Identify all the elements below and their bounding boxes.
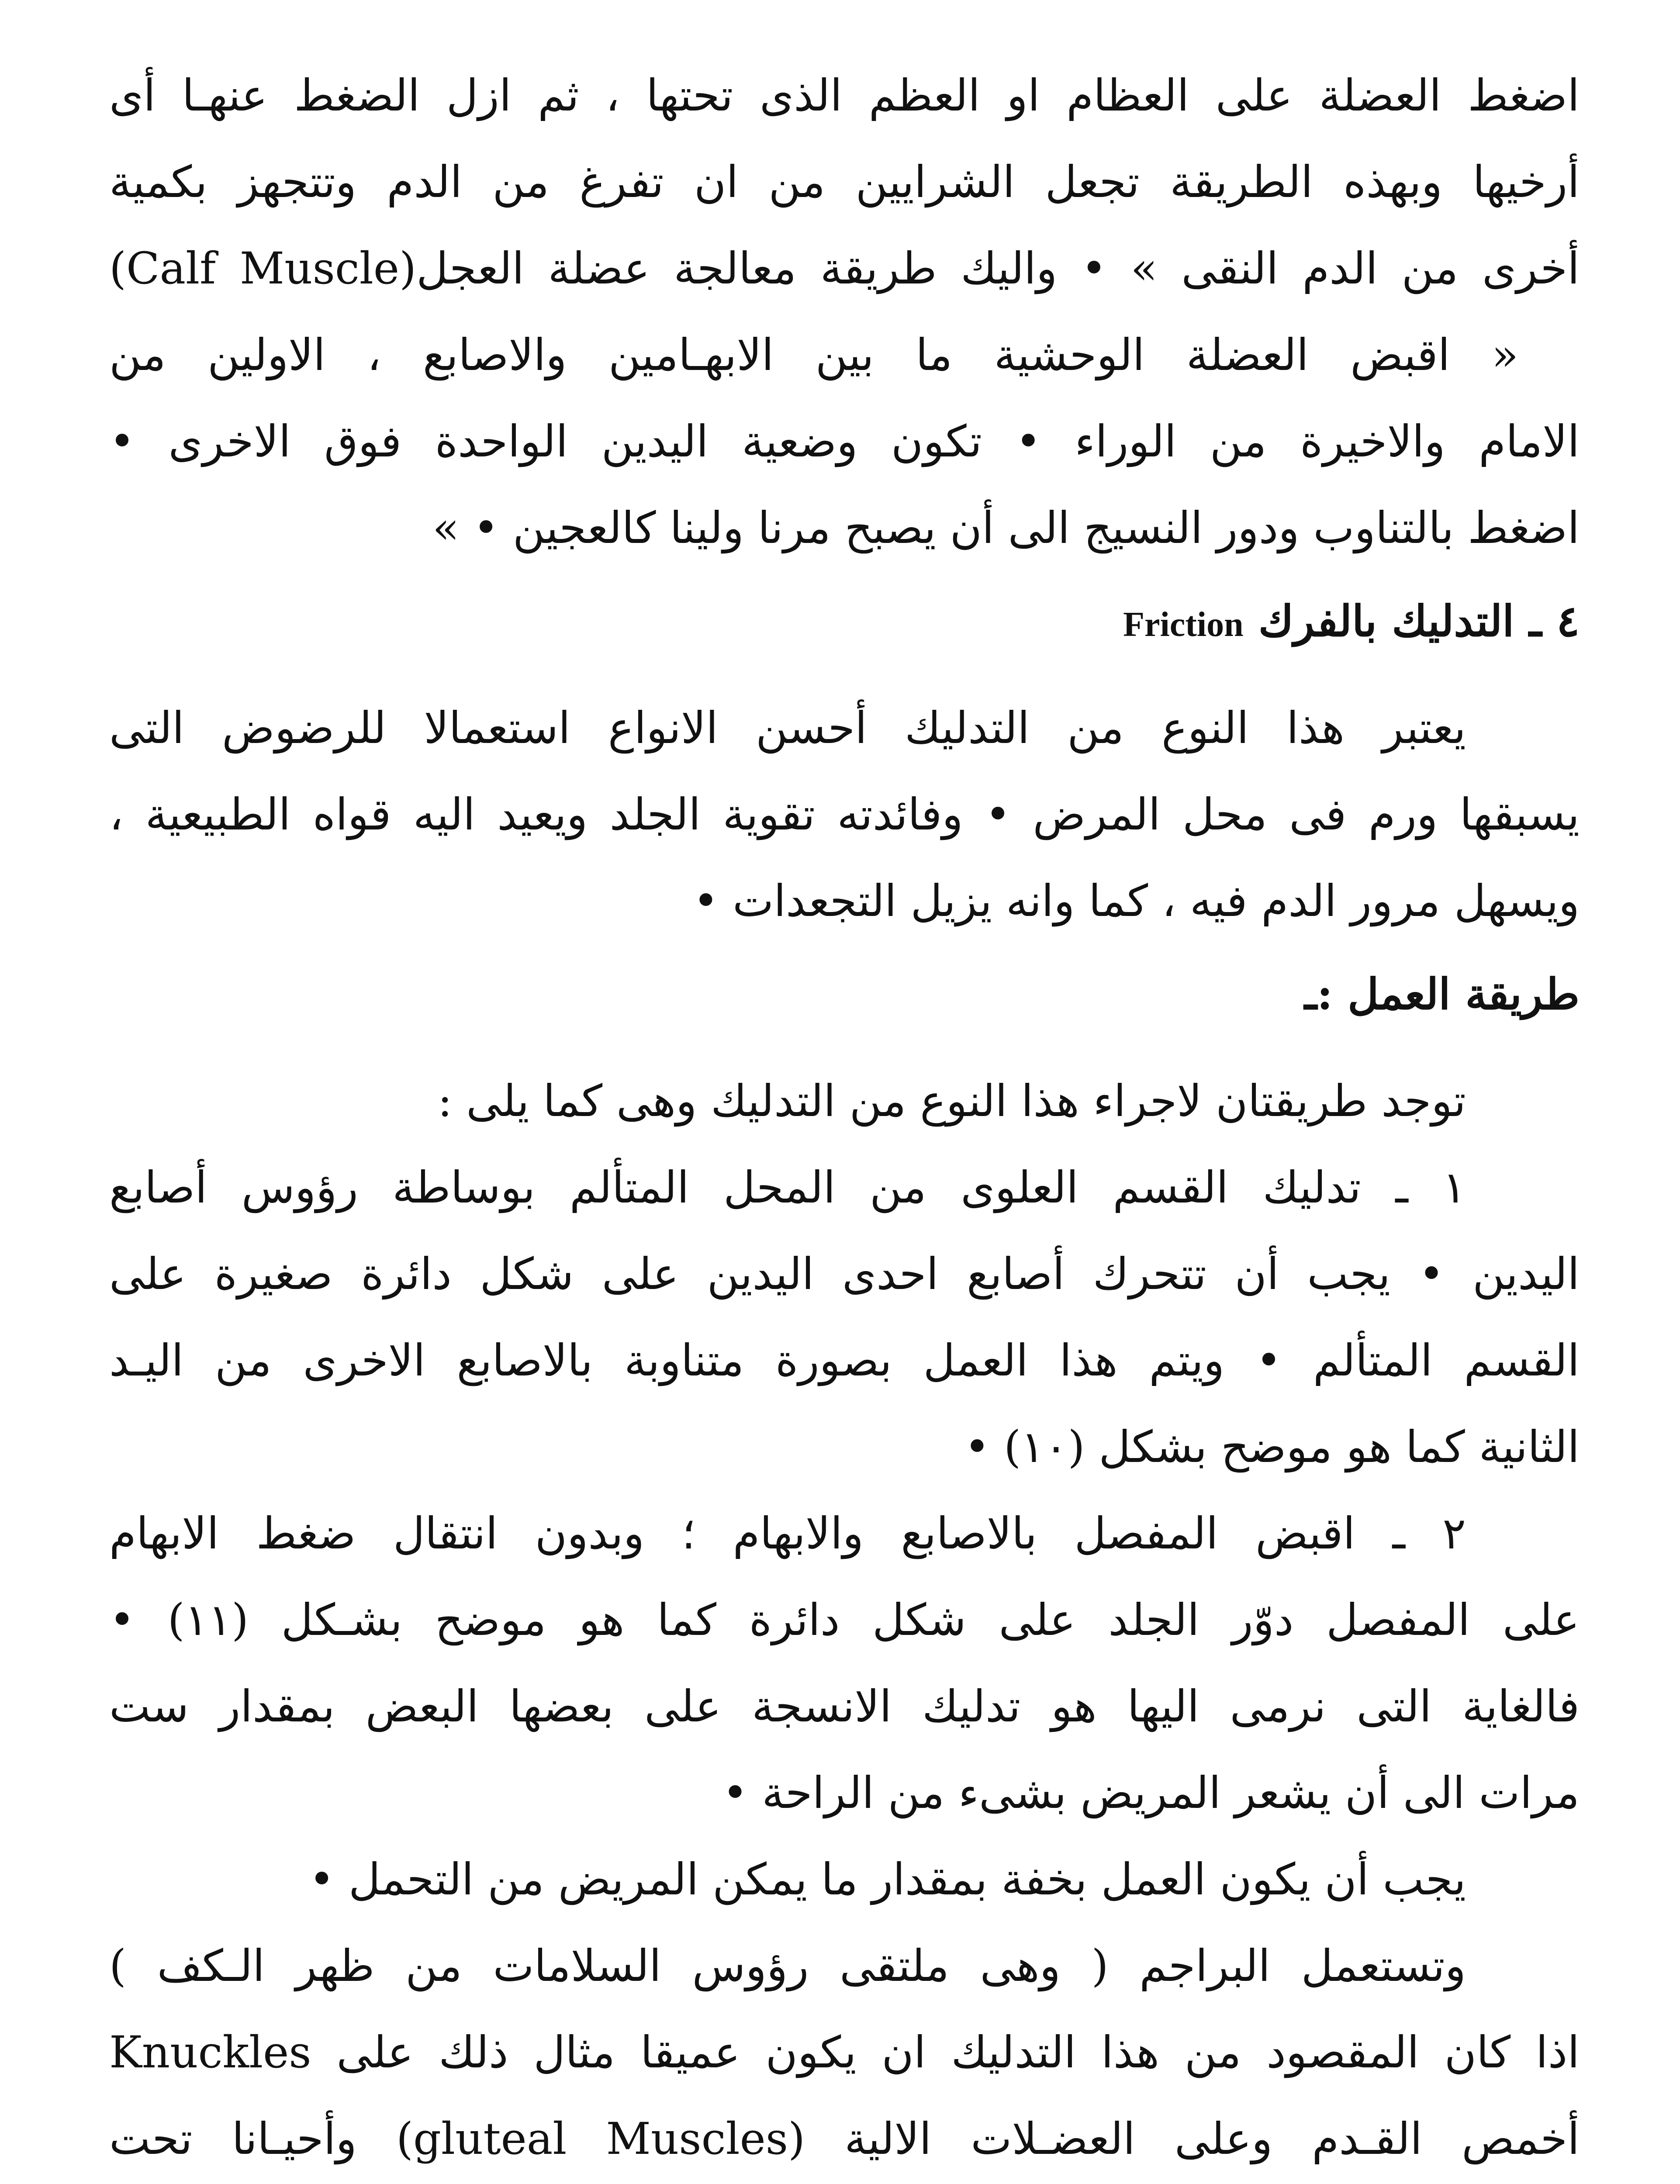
- section-heading-friction: [109, 571, 1580, 672]
- text-line: فالغاية التى نرمى اليها هو تدليك الانسجة على بعضها البعض بمقدار ست: [109, 1681, 1580, 1732]
- paragraph-3: [109, 1058, 1580, 1144]
- text-line: Knuckles اذا كان المقصود من هذا التدليك ان يكون عميقا مثال ذلك على: [109, 2027, 1580, 2078]
- text-line: وتستعمل البراجم ( وهى ملتقى رؤوس السلامات من ظهر الـكف ): [109, 1940, 1466, 1991]
- list-item-1: [109, 1144, 1580, 1490]
- text-line: اضغط العضلة على العظام او العظم الذى تحتها ، ثم ازل الضغط عنهـا أى: [109, 70, 1580, 121]
- text-line: « اقبض العضلة الوحشية ما بين الابهـامين والاصابع ، الاولين من: [109, 329, 1518, 380]
- text-line: ويسهل مرور الدم فيه ، كما وانه يزيل التجعدات •: [693, 875, 1580, 926]
- text-line: [109, 2182, 1580, 2184]
- text-line: أرخيها وبهذه الطريقة تجعل الشرايين من ان تفرغ من الدم وتتجهز بكمية: [109, 156, 1580, 207]
- section-heading-arabic: ٤ ـ التدليك بالفرك: [1258, 596, 1580, 646]
- list-item-2: [109, 1490, 1580, 1836]
- text-line: اضغط بالتناوب ودور النسيج الى أن يصبح مرنا ولينا كالعجين • »: [432, 502, 1580, 553]
- section-heading-latin: Friction: [1123, 605, 1244, 644]
- text-line: على المفصل دوّر الجلد على شكل دائرة كما هو موضح بشـكل (١١) •: [109, 1594, 1580, 1645]
- spacer: [109, 672, 1580, 685]
- text-line: اليدين • يجب أن تتحرك أصابع احدى اليدين على شكل دائرة صغيرة على: [109, 1248, 1580, 1299]
- text-line: الامام والاخيرة من الوراء • تكون وضعية اليدين الواحدة فوق الاخرى •: [109, 416, 1580, 467]
- text-line: يجب أن يكون العمل بخفة بمقدار ما يمكن المريض من التحمل •: [309, 1854, 1466, 1905]
- text-line: أخرى من الدم النقى » • واليك طريقة معالجة عضلة العجل(Calf Muscle): [109, 243, 1580, 294]
- text-line: ٢ ـ اقبض المفصل بالاصابع والابهام ؛ وبدون انتقال ضغط الابهام: [109, 1508, 1466, 1559]
- text-line: أخمص القـدم وعلى العضـلات الالية (gluteal Muscles) وأحيـانا تحت: [109, 2113, 1580, 2164]
- text-line: توجد طريقتان لاجراء هذا النوع من التدليك وهى كما يلى :: [437, 1075, 1466, 1127]
- paragraph-4: [109, 1836, 1580, 2184]
- quote-paragraph: [109, 312, 1580, 571]
- text-line: ١ ـ تدليك القسم العلوى من المحل المتألم بوساطة رؤوس أصابع: [109, 1162, 1466, 1213]
- paragraph-1: [109, 52, 1580, 312]
- text-line: يسبقها ورم فى محل المرض • وفائدته تقوية الجلد ويعيد اليه قواه الطبيعية ،: [109, 789, 1580, 840]
- text-line: القسم المتألم • ويتم هذا العمل بصورة متناوبة بالاصابع الاخرى من اليـد: [109, 1335, 1580, 1386]
- spacer: [109, 1045, 1580, 1058]
- paragraph-2: [109, 685, 1580, 944]
- text-line: مرات الى أن يشعر المريض بشىء من الراحة •: [722, 1767, 1580, 1818]
- text-line: يعتبر هذا النوع من التدليك أحسن الانواع استعمالا للرضوض التى: [109, 702, 1466, 753]
- text-line: الثانية كما هو موضح بشكل (١٠) •: [964, 1421, 1580, 1472]
- method-heading: طريقة العمل :ـ: [1304, 969, 1580, 1019]
